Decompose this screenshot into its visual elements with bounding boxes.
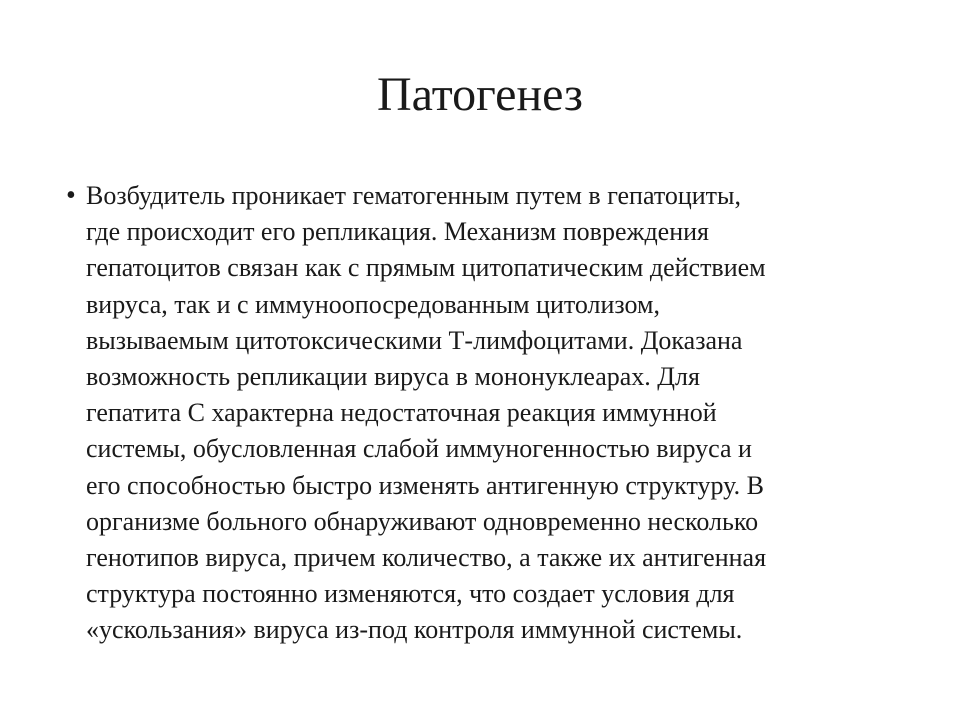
text-line: где происходит его репликация. Механизм повреждения [86, 217, 709, 247]
text-line: гепатоцитов связан как с прямым цитопатическим действием [86, 253, 766, 283]
bullet-icon: • [66, 180, 76, 211]
text-line: его способностью быстро изменять антигенную структуру. В [86, 470, 764, 500]
text-line: вызываемым цитотоксическими Т-лимфоцитами. Доказана [86, 325, 743, 355]
text-line: вируса, так и с иммуноопосредованным цитолизом, [86, 289, 661, 319]
text-line: Возбудитель проникает гематогенным путем в гепатоциты, [86, 181, 742, 210]
bullet-text [86, 178, 916, 649]
text-line: возможность репликации вируса в мононуклеарах. Для [86, 362, 700, 392]
text-line: организме больного обнаруживают одновременно несколько [86, 506, 759, 536]
text-line: гепатита С характерна недостаточная реакция иммунной [86, 398, 717, 428]
text-line: «ускользания» вируса из-под контроля иммунной системы. [86, 615, 743, 645]
text-line: системы, обусловленная слабой иммуногенностью вируса и [86, 434, 752, 464]
slide-title: Патогенез [377, 68, 583, 121]
text-line: генотипов вируса, причем количество, а также их антигенная [86, 543, 767, 573]
text-line: структура постоянно изменяются, что создает условия для [86, 579, 735, 609]
